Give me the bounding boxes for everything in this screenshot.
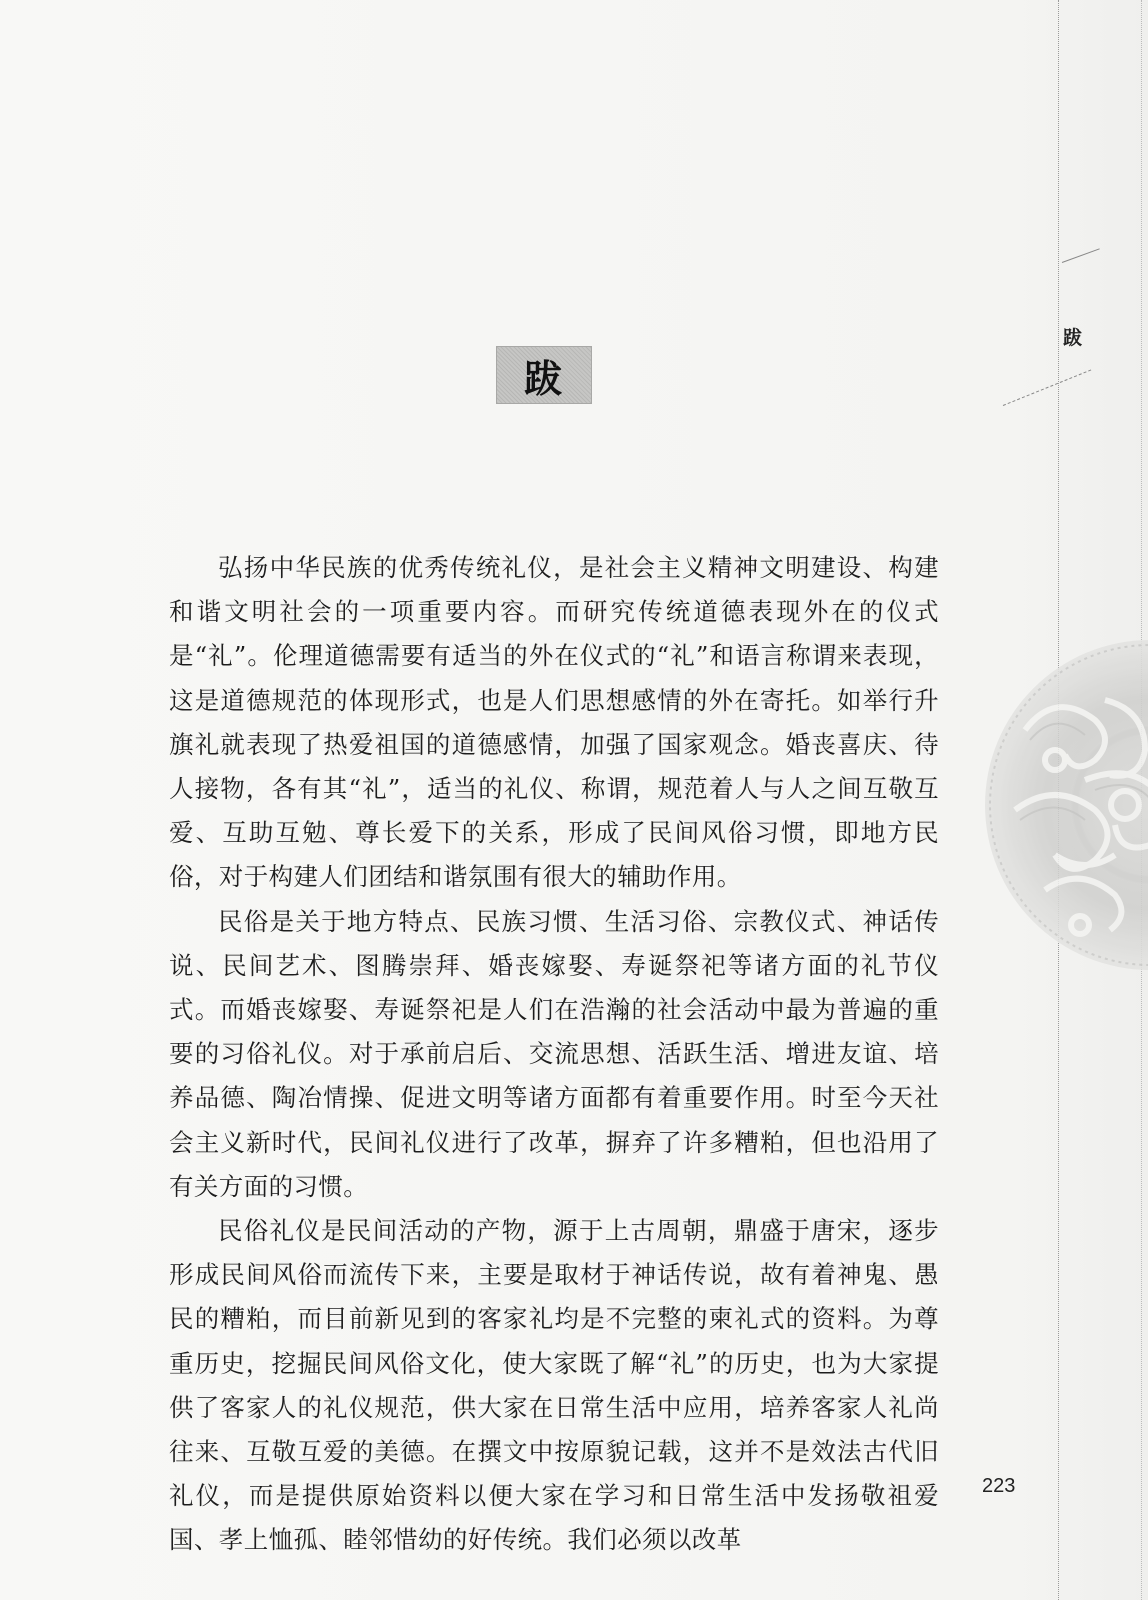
side-chapter-tab: 跋: [1063, 327, 1083, 349]
body-text: [169, 546, 939, 1563]
section-title: 跋: [523, 355, 564, 401]
paragraph: 弘扬中华民族的优秀传统礼仪，是社会主义精神文明建设、构建和谐文明社会的一项重要内容。而研究传统道德表现外在的仪式是“礼”。伦理道德需要有适当的外在仪式的“礼”和语言称谓来表现，这是道德规范的体现形式，也是人们思想感情的外在寄托。如举行升旗礼就表现了热爱祖国的道德感情，加强了国家观念。婚丧喜庆、待人接物，各有其“礼”，适当的礼仪、称谓，规范着人与人之间互敬互爱、互助互勉、尊长爱下的关系，形成了民间风俗习惯，即地方民俗，对于构建人们团结和谐氛围有很大的辅助作用。: [169, 553, 939, 892]
cloud-medallion-ornament: [985, 640, 1148, 970]
paragraph: 民俗是关于地方特点、民族习惯、生活习俗、宗教仪式、神话传说、民间艺术、图腾崇拜、婚丧嫁娶、寿诞祭祀等诸方面的礼节仪式。而婚丧嫁娶、寿诞祭祀是人们在浩瀚的社会活动中最为普遍的重要的习俗礼仪。对于承前启后、交流思想、活跃生活、增进友谊、培养品德、陶冶情操、促进文明等诸方面都有着重要作用。时至今天社会主义新时代，民间礼仪进行了改革，摒弃了许多糟粕，但也沿用了有关方面的习惯。: [169, 906, 939, 1201]
tab-divider-bottom: [1003, 369, 1091, 406]
tab-divider-top: [1062, 248, 1100, 263]
page-number: 223: [982, 1475, 1016, 1497]
paragraph: 民俗礼仪是民间活动的产物，源于上古周朝，鼎盛于唐宋，逐步形成民间风俗而流传下来，主要是取材于神话传说，故有着神鬼、愚民的糟粕，而目前新见到的客家礼均是不完整的柬礼式的资料。为尊重历史，挖掘民间风俗文化，使大家既了解“礼”的历史，也为大家提供了客家人的礼仪规范，供大家在日常生活中应用，培养客家人礼尚往来、互敬互爱的美德。在撰文中按原貌记载，这并不是效法古代旧礼仪，而是提供原始资料以便大家在学习和日常生活中发扬敬祖爱国、孝上恤孤、睦邻惜幼的好传统。我们必须以改革: [169, 1216, 939, 1555]
section-title-box: [496, 346, 592, 404]
cloud-pattern-icon: [985, 640, 1148, 970]
